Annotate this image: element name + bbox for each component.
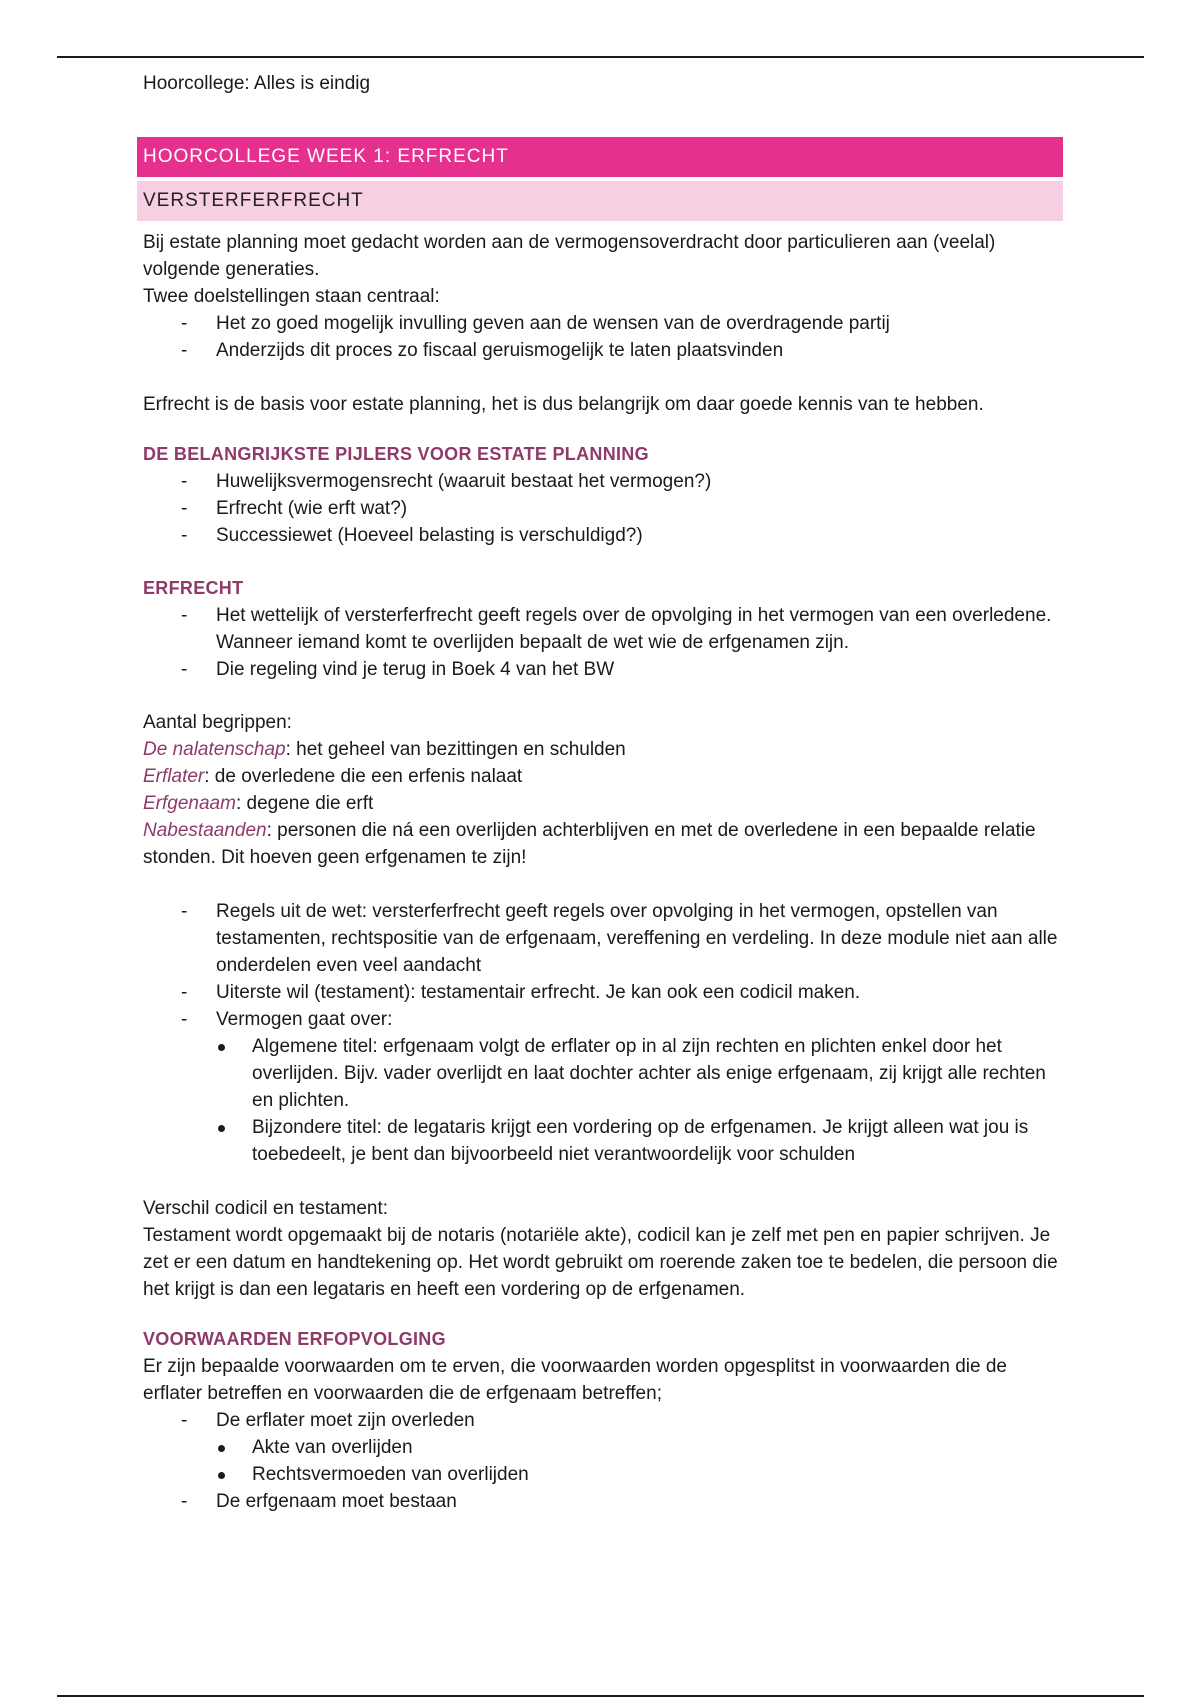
- running-header: Hoorcollege: Alles is eindig: [143, 73, 371, 94]
- list-item: - Het zo goed mogelijk invulling geven aan de wensen van de overdragende partij: [143, 310, 1063, 337]
- list-item: [143, 1407, 1063, 1488]
- intro-paragraph: Bij estate planning moet gedacht worden aan de vermogensoverdracht door particulieren aan (veelal) volgende generaties.: [143, 232, 996, 280]
- list-item: - Anderzijds dit proces zo fiscaal geruismogelijk te laten plaatsvinden: [143, 337, 1063, 364]
- voorwaarden-heading: VOORWAARDEN ERFOPVOLGING: [143, 1329, 446, 1349]
- definition-erfgenaam: [143, 790, 1063, 817]
- erfrecht-heading: ERFRECHT: [143, 578, 244, 598]
- list-item: - Het wettelijk of versterferfrecht geeft regels over de opvolging in het vermogen van een overledene. Wanneer iemand komt te overlijden bepaalt de wet wie de erfgenamen zijn.: [143, 602, 1063, 656]
- sub-list-item: Rechtsvermoeden van overlijden: [216, 1461, 1063, 1488]
- section-banner: VERSTERFERFRECHT: [137, 181, 1063, 221]
- list-item: [143, 1006, 1063, 1168]
- term-label: Nabestaanden: [143, 820, 267, 841]
- codicil-label: Verschil codicil en testament:: [143, 1198, 389, 1219]
- definition-erflater: [143, 763, 1063, 790]
- basis-paragraph: Erfrecht is de basis voor estate planning, het is dus belangrijk om daar goede kennis van te hebben.: [143, 394, 984, 415]
- rules-list: [143, 898, 1063, 1168]
- goals-list: [143, 310, 1063, 364]
- list-item-text: De erflater moet zijn overleden: [216, 1410, 475, 1431]
- voorwaarden-paragraph: Er zijn bepaalde voorwaarden om te erven, die voorwaarden worden opgesplitst in voorwaarden die de erflater betreffen en voorwaarden die de erfgenaam betreffen;: [143, 1356, 1007, 1404]
- erfrecht-list: [143, 602, 1063, 683]
- term-label: De nalatenschap: [143, 739, 286, 760]
- list-item: - Huwelijksvermogensrecht (waaruit bestaat het vermogen?): [143, 468, 1063, 495]
- list-item: - Regels uit de wet: versterferfrecht geeft regels over opvolging in het vermogen, opstellen van testamenten, rechtspositie van de erfgenaam, vereffening en verdeling. In deze module niet aan alle onderdelen even veel aandacht: [143, 898, 1063, 979]
- definition-nalatenschap: [143, 736, 1063, 763]
- definition-text: : de overledene die een erfenis nalaat: [204, 766, 523, 787]
- list-item: - Uiterste wil (testament): testamentair erfrecht. Je kan ook een codicil maken.: [143, 979, 1063, 1006]
- term-label: Erflater: [143, 766, 205, 787]
- list-item: - Erfrecht (wie erft wat?): [143, 495, 1063, 522]
- chapter-banner: HOORCOLLEGE WEEK 1: ERFRECHT: [137, 137, 1063, 177]
- list-item: - Successiewet (Hoeveel belasting is verschuldigd?): [143, 522, 1063, 549]
- voorwaarden-list: [143, 1407, 1063, 1515]
- sub-list-item: Bijzondere titel: de legataris krijgt een vordering op de erfgenamen. Je krijgt alleen wat jou is toebedeelt, je bent dan bijvoorbeeld niet verantwoordelijk voor schulden: [216, 1114, 1063, 1168]
- begrippen-label: Aantal begrippen:: [143, 712, 292, 733]
- definition-text: : het geheel van bezittingen en schulden: [285, 739, 626, 760]
- header-rule: [57, 56, 1144, 58]
- pillars-list: [143, 468, 1063, 549]
- overlijden-sublist: [216, 1434, 1063, 1488]
- list-item: - Die regeling vind je terug in Boek 4 van het BW: [143, 656, 1063, 683]
- footer-rule: [57, 1695, 1144, 1697]
- document-page: [143, 70, 1063, 1515]
- definition-text: : personen die ná een overlijden achterblijven en met de overledene in een bepaalde relatie stonden. Dit hoeven geen erfgenamen te zijn!: [143, 820, 1036, 868]
- pillars-heading: DE BELANGRIJKSTE PIJLERS VOOR ESTATE PLANNING: [143, 444, 649, 464]
- sub-list-item: Akte van overlijden: [216, 1434, 1063, 1461]
- list-item: - De erfgenaam moet bestaan: [143, 1488, 1063, 1515]
- term-label: Erfgenaam: [143, 793, 236, 814]
- codicil-paragraph: Testament wordt opgemaakt bij de notaris (notariële akte), codicil kan je zelf met pen en papier schrijven. Je zet er een datum en handtekening op. Het wordt gebruikt om roerende zaken toe te bedelen, die persoon die het krijgt is dan een legataris en heeft een vordering op de erfgenamen.: [143, 1225, 1058, 1300]
- definition-nabestaanden: [143, 817, 1063, 871]
- list-item-text: Vermogen gaat over:: [216, 1009, 393, 1030]
- goals-label: Twee doelstellingen staan centraal:: [143, 286, 440, 307]
- definition-text: : degene die erft: [235, 793, 374, 814]
- sub-list-item: Algemene titel: erfgenaam volgt de erflater op in al zijn rechten en plichten enkel door het overlijden. Bijv. vader overlijdt en laat dochter achter als enige erfgenaam, zij krijgt alle rechten en plichten.: [216, 1033, 1063, 1114]
- vermogen-sublist: [216, 1033, 1063, 1168]
